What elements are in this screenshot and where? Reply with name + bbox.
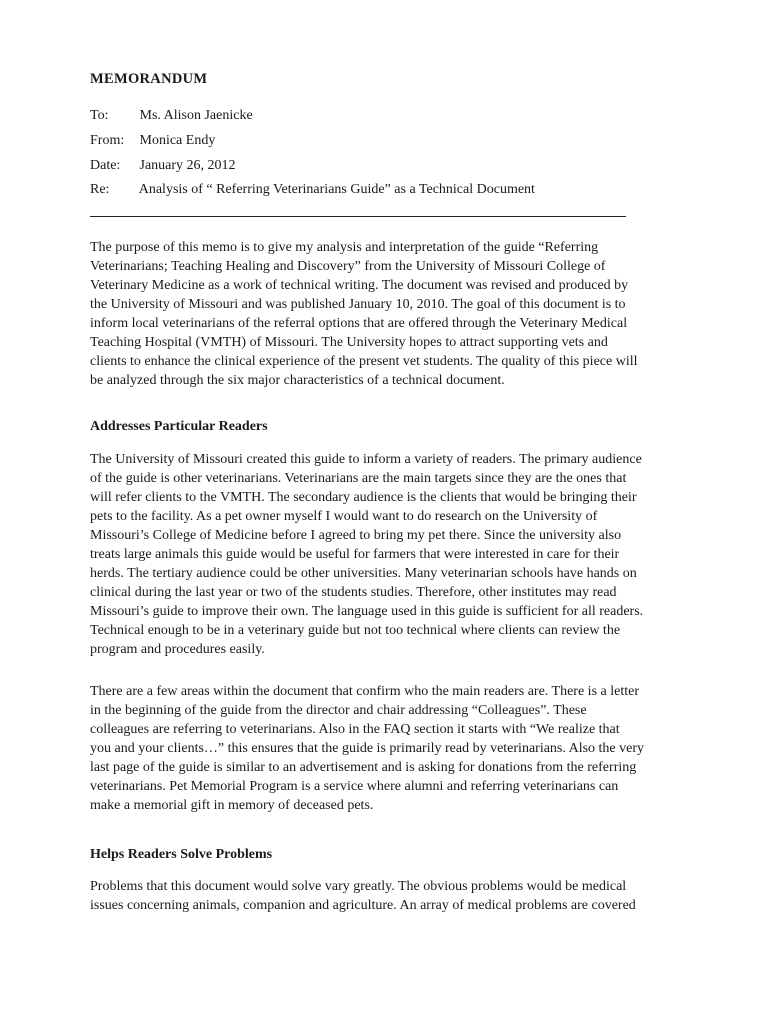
memo-re-value: Analysis of “ Referring Veterinarians Guide” as a Technical Document (138, 182, 535, 197)
problems-paragraph-1: Problems that this document would solve vary greatly. The obvious problems would be medical issues concerning animals, companion and agriculture. An array of medical problems are covered (90, 879, 636, 913)
memo-to-row (90, 108, 253, 124)
memo-title: MEMORANDUM (90, 71, 208, 87)
memo-date-row (90, 158, 236, 174)
section-heading-readers: Addresses Particular Readers (90, 419, 268, 434)
readers-paragraph-1: The University of Missouri created this guide to inform a variety of readers. The primary audience of the guide is other veterinarians. Veterinarians are the main targets since they are the ones that will refer clients to the VMTH. The secondary audience is the clients that would be bringing their pets to the facility. As a pet owner myself I would want to do research on the University of Missouri’s College of Medicine before I agreed to bring my pet there. Since the university also treats large animals this guide would be useful for farmers that were interested in care for their herds. The tertiary audience could be other universities. Many veterinarian schools have hands on clinical during the last year or two of the students studies. Therefore, other institutes may read Missouri’s guide to improve their own. The language used in this guide is sufficient for all readers. Technical enough to be in a veterinary guide but not too technical where clients can review the program and procedures easily. (90, 452, 644, 657)
memo-re-label: Re: (90, 182, 110, 197)
memo-from-label: From: (90, 133, 125, 148)
memo-to-label: To: (90, 108, 109, 123)
header-divider (90, 216, 626, 217)
memo-re-row (90, 182, 535, 198)
section-heading-problems: Helps Readers Solve Problems (90, 847, 273, 862)
readers-paragraph-2: There are a few areas within the document that confirm who the main readers are. There is a letter in the beginning of the guide from the director and chair addressing “Colleagues”. These colleagues are referring to veterinarians. Also in the FAQ section it starts with “We realize that you and your clients…” this ensures that the guide is primarily read by veterinarians. Also the very last page of the guide is similar to an advertisement and is asking for donations from the referring veterinarians. Pet Memorial Program is a service where alumni and referring veterinarians can make a memorial gift in memory of deceased pets. (90, 684, 645, 813)
memo-from-row (90, 133, 215, 149)
memo-date-label: Date: (90, 158, 121, 173)
memo-from-value: Monica Endy (139, 133, 216, 148)
memo-to-value: Ms. Alison Jaenicke (139, 108, 253, 123)
intro-paragraph: The purpose of this memo is to give my analysis and interpretation of the guide “Referring Veterinarians; Teaching Healing and Discovery” from the University of Missouri College of Veterinary Medicine as a work of technical writing. The document was revised and produced by the University of Missouri and was published January 10, 2010. The goal of this document is to inform local veterinarians of the referral options that are offered through the Veterinary Medical Teaching Hospital (VMTH) of Missouri. The University hopes to attract supporting vets and clients to enhance the clinical experience of the present vet students. The quality of this piece will be analyzed through the six major characteristics of a technical document. (90, 240, 638, 388)
memo-date-value: January 26, 2012 (139, 158, 236, 173)
